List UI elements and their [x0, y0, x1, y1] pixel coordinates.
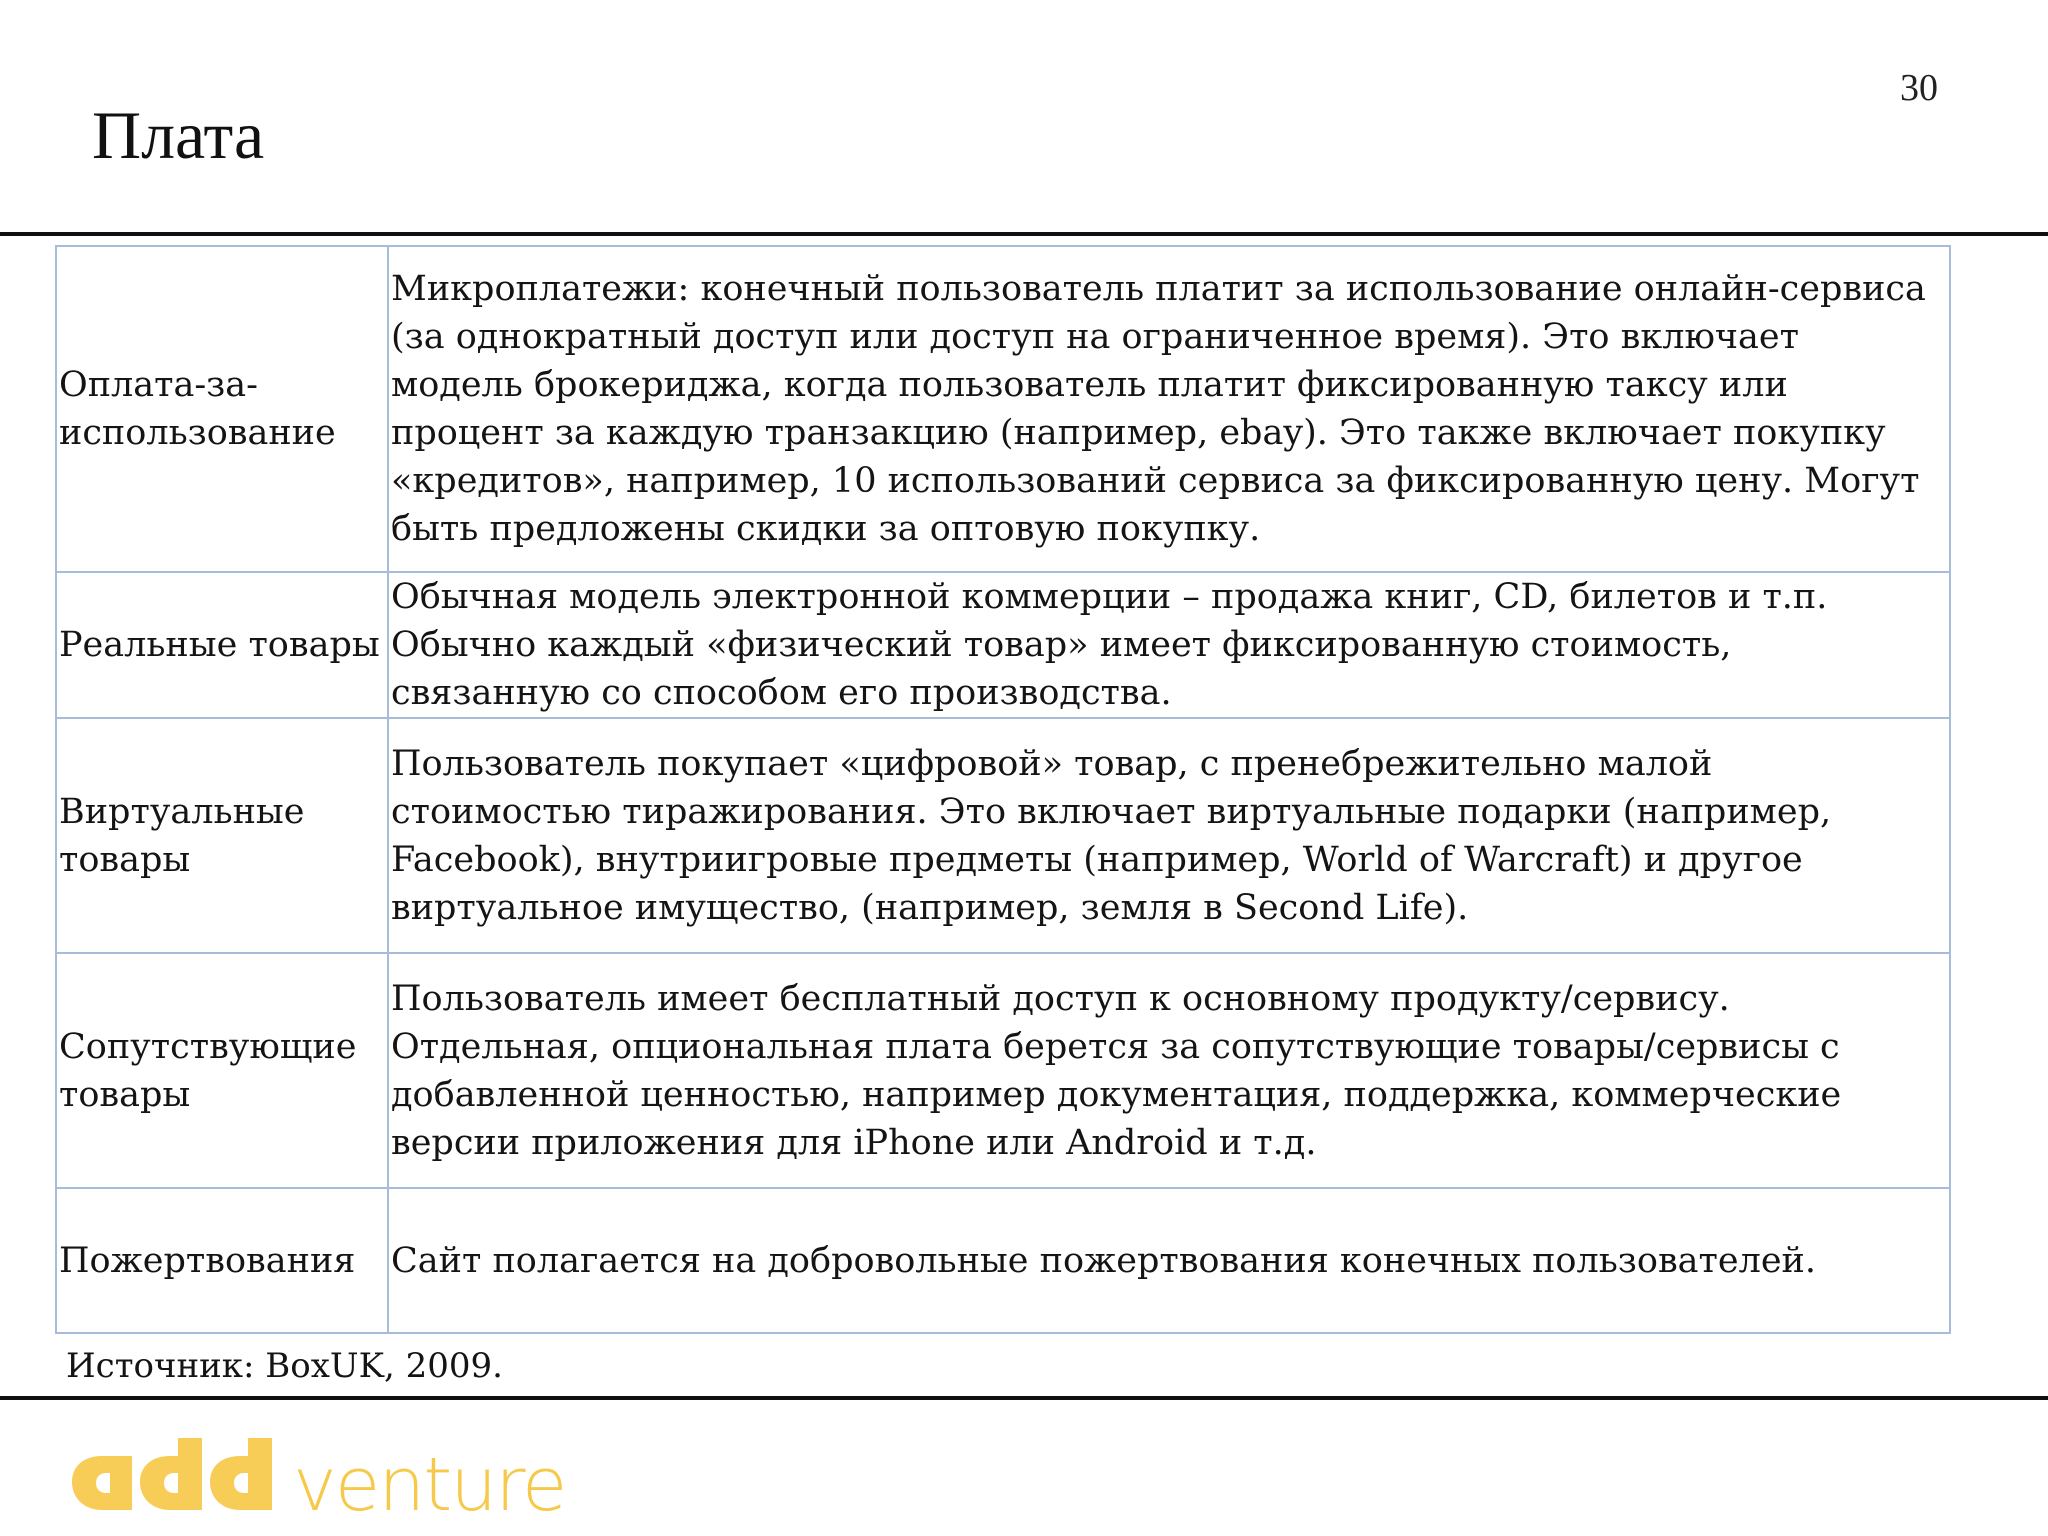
slide-title: Плата [92, 97, 265, 173]
table-row [56, 246, 1950, 572]
row-label: Реальные товары [56, 572, 388, 718]
row-label: Сопутствующие товары [56, 953, 388, 1188]
row-label: Оплата-за-использование [56, 246, 388, 572]
page-number: 30 [1900, 67, 1938, 109]
addventure-logo [66, 1436, 566, 1528]
table-row [56, 1188, 1950, 1333]
row-description: Сайт полагается на добровольные пожертвования конечных пользователей. [388, 1188, 1950, 1333]
source-note: Источник: BoxUK, 2009. [66, 1346, 503, 1386]
logo-wordmark: venture [293, 1442, 566, 1528]
top-divider [0, 232, 2048, 236]
payment-models-table [55, 245, 1951, 1334]
table-row [56, 572, 1950, 718]
bottom-divider [0, 1396, 2048, 1400]
row-description: Обычная модель электронной коммерции – продажа книг, CD, билетов и т.п. Обычно каждый «физический товар» имеет фиксированную стоимость, связанную со способом его производства. [388, 572, 1950, 718]
row-description: Пользователь имеет бесплатный доступ к основному продукту/сервису. Отдельная, опциональная плата берется за сопутствующие товары/сервисы с добавленной ценностью, например документация, поддержка, коммерческие версии приложения для iPhone или Android и т.д. [388, 953, 1950, 1188]
row-label: Виртуальные товары [56, 718, 388, 953]
row-label: Пожертвования [56, 1188, 388, 1333]
row-description: Пользователь покупает «цифровой» товар, с пренебрежительно малой стоимостью тиражирования. Это включает виртуальные подарки (например, Facebook), внутриигровые предметы (например, World of Warcraft) и другое виртуальное имущество, (например, земля в Second Life). [388, 718, 1950, 953]
add-logo-mark-icon [66, 1436, 281, 1516]
table-row [56, 718, 1950, 953]
row-description: Микроплатежи: конечный пользователь платит за использование онлайн-сервиса (за однократный доступ или доступ на ограниченное время). Это включает модель брокериджа, когда пользователь платит фиксированную таксу или процент за каждую транзакцию (например, ebay). Это также включает покупку «кредитов», например, 10 использований сервиса за фиксированную цену. Могут быть предложены скидки за оптовую покупку. [388, 246, 1950, 572]
table-row [56, 953, 1950, 1188]
